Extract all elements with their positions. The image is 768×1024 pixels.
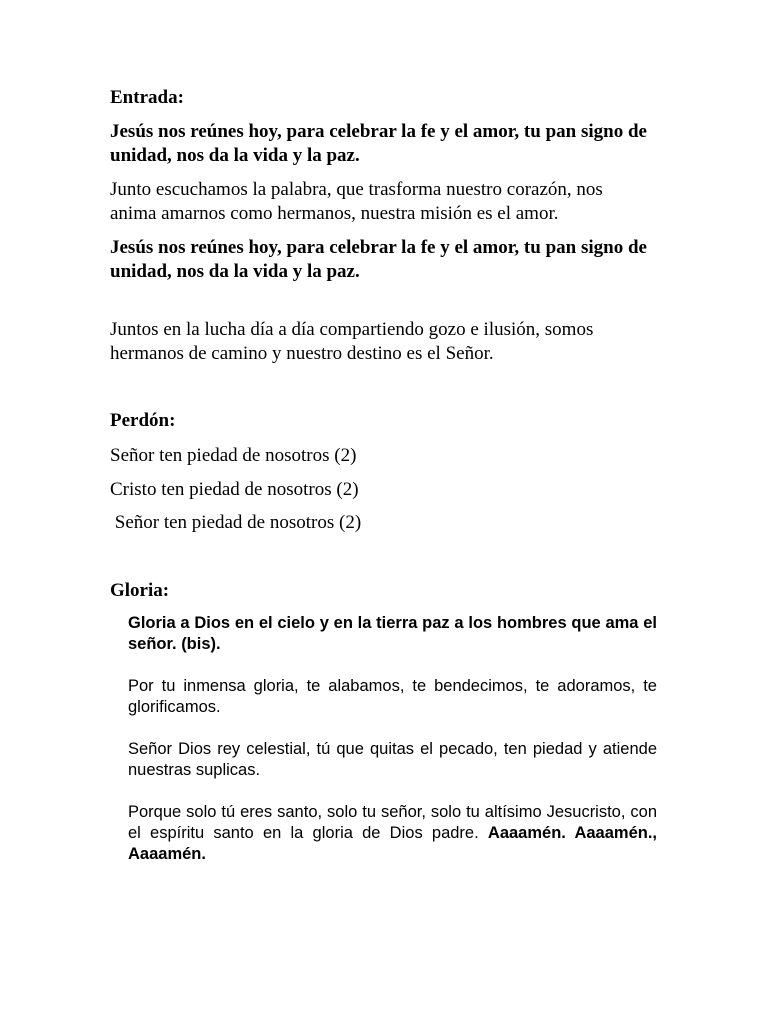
gloria-verse-2: Señor Dios rey celestial, tú que quitas el pecado, ten piedad y atiende nuestras suplicas. — [128, 740, 657, 779]
gloria-verse-3-text: Porque solo tú eres santo, solo tu señor, solo tu altísimo Jesucristo, con el espíritu santo en la gloria de Dios padre. — [128, 803, 657, 842]
perdon-heading: Perdón: — [110, 410, 176, 431]
perdon-line-2: Cristo ten piedad de nosotros (2) — [110, 479, 359, 500]
perdon-line-3: Señor ten piedad de nosotros (2) — [110, 512, 362, 533]
gloria-heading: Gloria: — [110, 580, 170, 601]
gloria-verse-1: Por tu inmensa gloria, te alabamos, te bendecimos, te adoramos, te glorificamos. — [128, 677, 657, 716]
entrada-verse-2: Juntos en la lucha día a día compartiendo gozo e ilusión, somos hermanos de camino y nuestro destino es el Señor. — [110, 319, 594, 364]
entrada-verse-1: Junto escuchamos la palabra, que trasforma nuestro corazón, nos anima amarnos como hermanos, nuestra misión es el amor. — [110, 179, 603, 224]
entrada-heading: Entrada: — [110, 87, 184, 108]
gloria-verse-3 — [128, 802, 657, 865]
gloria-chorus: Gloria a Dios en el cielo y en la tierra paz a los hombres que ama el señor. (bis). — [128, 614, 657, 653]
gloria-amen: Aaaamén. Aaaamén., Aaaamén. — [128, 824, 657, 863]
perdon-line-1: Señor ten piedad de nosotros (2) — [110, 445, 357, 466]
entrada-chorus-2: Jesús nos reúnes hoy, para celebrar la fe y el amor, tu pan signo de unidad, nos da la vida y la paz. — [110, 237, 647, 282]
entrada-chorus-1: Jesús nos reúnes hoy, para celebrar la fe y el amor, tu pan signo de unidad, nos da la vida y la paz. — [110, 121, 647, 166]
